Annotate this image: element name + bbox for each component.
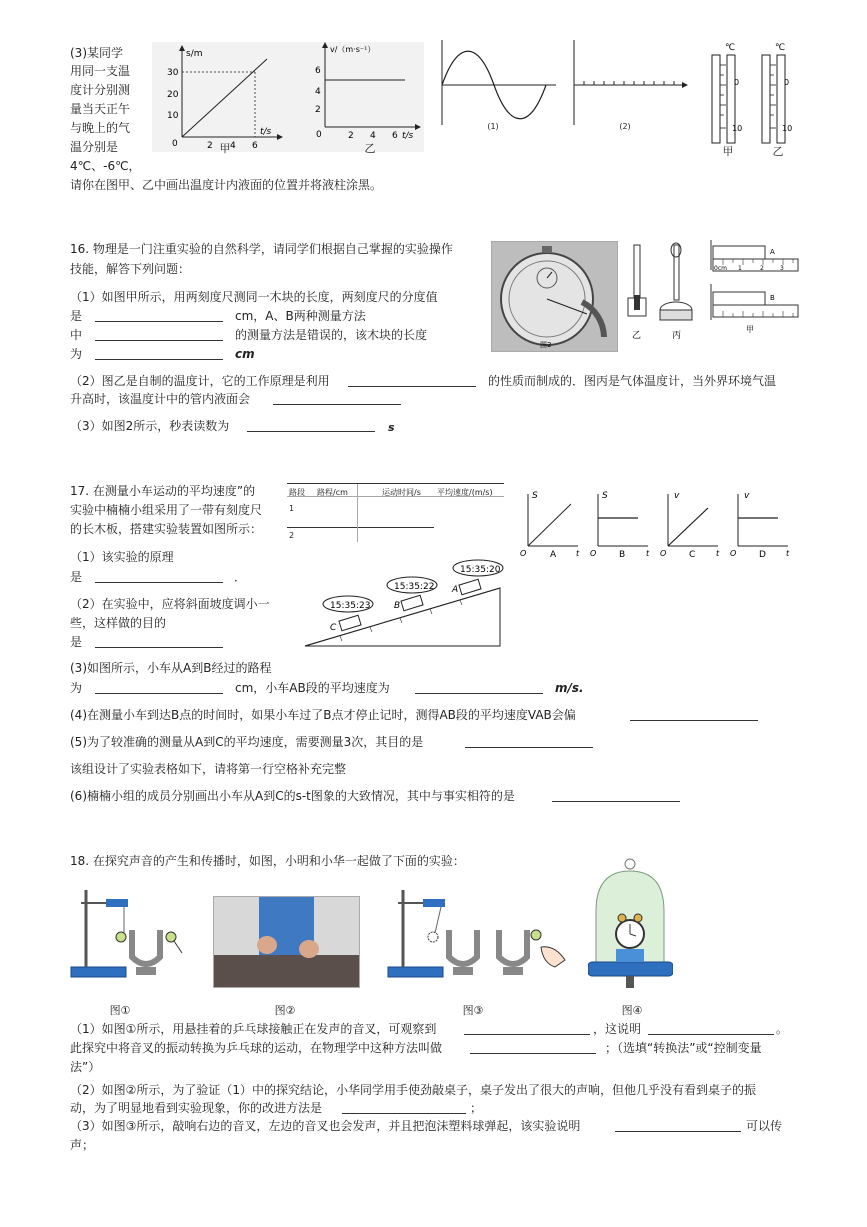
clock-b: 15:35:22	[394, 582, 435, 592]
q17-purpose3-blank[interactable]	[465, 747, 593, 748]
q16-s-unit: s	[388, 421, 395, 434]
q18-observe-blank[interactable]	[464, 1034, 590, 1035]
vt-xlabel: t/s	[402, 131, 414, 141]
ruler-tick-3: 3	[780, 265, 784, 272]
vt-ylabel: v/（m·s⁻¹）	[330, 45, 376, 54]
vt-ytick: 6	[315, 66, 321, 76]
st-graph	[152, 42, 292, 152]
st-ytick: 30	[167, 68, 179, 78]
graph-caption: B	[619, 550, 626, 560]
table-header: 运动时间/s	[382, 488, 421, 497]
vt-graph	[300, 42, 424, 152]
q16-principle-blank[interactable]	[348, 386, 476, 387]
st-xlabel: t/s	[260, 127, 272, 137]
q18-p1-l2b: ；（选填“转换法”或“控制变量	[605, 1041, 762, 1055]
q17-graph-choice-blank[interactable]	[552, 801, 680, 802]
thermo-zero: 0	[734, 78, 740, 87]
vt-xtick: 2	[348, 131, 354, 141]
st-xtick: 2	[207, 141, 213, 151]
table-row-label: 2	[289, 531, 295, 540]
q17-sub2b: 些，这样做的目的	[70, 616, 167, 630]
q18-method-blank[interactable]	[470, 1053, 596, 1054]
ruler-tick-2: 2	[760, 265, 764, 272]
q18-improvement-blank[interactable]	[342, 1113, 466, 1114]
q17-sub3b: 为	[70, 681, 83, 695]
clock-c: 15:35:23	[330, 601, 371, 611]
q16-liquid-level-blank[interactable]	[273, 404, 401, 405]
table-header: 平均速度/(m/s)	[437, 488, 493, 497]
thermo-caption: 甲	[722, 145, 734, 158]
q18-p1b: ，这说明	[593, 1022, 642, 1036]
q15-line: 用同一支温	[70, 64, 131, 78]
q17-data-table	[287, 483, 504, 544]
q16-p2-line2: 升高时，该温度计中的管内液面会	[70, 392, 251, 406]
graph-caption: C	[689, 550, 696, 560]
q15-line: 与晚上的气	[70, 121, 131, 135]
table-header: 路程/cm	[317, 488, 348, 497]
vt-xtick: 4	[370, 131, 376, 141]
graph-axis: S	[602, 491, 608, 501]
table-header: 路段	[289, 488, 305, 497]
ruler-cm: 0cm	[714, 265, 727, 272]
vt-ytick: 4	[315, 87, 321, 97]
graph-axis: t	[646, 549, 650, 558]
q18-p1-l3: 法”）	[70, 1060, 101, 1074]
q18-p2-l1: （2）如图②所示，为了验证（1）中的探究结论，小华同学用手使劲敲桌子，桌子发出了很大的声响，但他几乎没有看到桌子的振	[70, 1083, 757, 1097]
q17-sub1c: ．	[234, 570, 247, 584]
graph-axis: S	[532, 491, 538, 501]
q18-p1c: 。	[776, 1022, 789, 1036]
q17-sub4: (4)在测量小车到达B点的时间时，如果小车过了B点才停止记时，测得AB段的平均速度VAB会偏	[70, 708, 576, 722]
fig2-caption: 图②	[274, 1004, 296, 1017]
q17-table-note: 该组设计了实验表格如下，请将第一行空格补充完整	[70, 762, 347, 776]
st-graph-caption: 甲	[219, 142, 231, 155]
q15-line: 温分别是	[70, 140, 119, 154]
q16-p1-line2: cm，A、B两种测量方法	[235, 309, 366, 323]
table-row-label: 1	[289, 504, 295, 513]
yi-label: 乙	[632, 331, 642, 341]
st-xtick: 4	[230, 141, 236, 151]
q15-line: 量当天正午	[70, 102, 131, 116]
cart-b: B	[394, 601, 401, 611]
graph-origin: O	[590, 549, 597, 558]
q16-cm-unit: cm	[235, 347, 255, 361]
q16-length-blank[interactable]	[95, 359, 223, 360]
q17-sub3a: (3)如图所示，小车从A到B经过的路程	[70, 661, 272, 675]
q17-sub6: (6)楠楠小组的成员分别画出小车从A到C的s-t图象的大致情况，其中与事实相符的是	[70, 789, 515, 803]
vt-xtick: 6	[392, 131, 398, 141]
q17-title-1: 17. 在测量小车运动的平均速度”的	[70, 484, 256, 498]
thermo-unit: ℃	[725, 43, 736, 53]
graph-option-c	[660, 491, 720, 560]
q17-title-2: 实验中楠楠小组采用了一带有刻度尺	[70, 503, 263, 517]
q16-p1-zhong: 中	[70, 328, 83, 342]
q18-p1a: （1）如图①所示，用悬挂着的乒乓球接触正在发声的音叉，可观察到	[70, 1022, 437, 1036]
q17-title-3: 的长木板，搭建实验装置如图所示：	[70, 522, 263, 536]
q18-medium-blank[interactable]	[615, 1131, 741, 1132]
q18-conclusion-blank[interactable]	[648, 1034, 774, 1035]
q17-sub3c: cm，小车AB段的平均速度为	[235, 681, 390, 695]
fig1-caption: 图①	[109, 1004, 131, 1017]
q17-ms-unit: m/s.	[555, 681, 584, 695]
q16-p1-line1: （1）如图甲所示，用两刻度尺测同一木块的长度，两刻度尺的分度值	[70, 290, 438, 304]
q16-p1-shi: 是	[70, 309, 83, 323]
q18-p1-l2a: 此探究中将音叉的振动转换为乒乓球的运动，在物理学中这种方法叫做	[70, 1041, 443, 1055]
q16-p2-line1a: （2）图乙是自制的温度计，它的工作原理是利用	[70, 374, 330, 388]
bing-label: 丙	[672, 331, 682, 341]
thermo-zero: 0	[784, 78, 790, 87]
q16-p1-line3: 的测量方法是错误的，该木块的长度	[235, 328, 428, 342]
graph-origin: O	[660, 549, 667, 558]
q15-instruction: 请你在图甲、乙中画出温度计内液面的位置并将液柱涂黑。	[70, 178, 383, 192]
q16-title-cont: 技能，解答下列问题：	[70, 262, 191, 276]
q18-title: 18. 在探究声音的产生和传播时，如图，小明和小华一起做了下面的实验：	[70, 854, 465, 868]
st-origin: 0	[172, 139, 178, 149]
q15-line: 度计分别测	[70, 83, 131, 97]
vt-graph-caption: 乙	[364, 142, 376, 155]
rulers-figure	[708, 240, 800, 335]
bell-jar-figure	[588, 856, 673, 996]
graph-option-a	[520, 491, 580, 560]
q17-sub2a: （2）在实验中，应将斜面坡度调小一	[70, 597, 270, 611]
axis-caption: (2)	[619, 122, 631, 131]
q18-p2-l2a: 动，为了明显地看到实验现象，你的改进方法是	[70, 1101, 323, 1115]
vt-ytick: 2	[315, 105, 321, 115]
cart-a: A	[452, 585, 459, 595]
graph-axis: v	[674, 491, 680, 501]
clock-a: 15:35:20	[460, 565, 501, 575]
graph-caption: D	[759, 550, 766, 560]
graph-axis: t	[716, 549, 720, 558]
q16-p2-line1b: 的性质而制成的．图丙是气体温度计，当外界环境气温	[488, 374, 777, 388]
blank-axis-figure	[570, 40, 690, 135]
st-xtick: 6	[252, 141, 258, 151]
thermo-ten: 10	[782, 124, 793, 133]
graph-caption: A	[550, 550, 557, 560]
wave-caption: (1)	[487, 122, 499, 131]
thermo-ten: 10	[732, 124, 743, 133]
sine-wave-figure	[438, 40, 558, 135]
graph-origin: O	[520, 549, 527, 558]
st-ylabel: s/m	[186, 49, 203, 59]
st-ytick: 20	[167, 90, 179, 100]
cart-c: C	[330, 623, 337, 633]
fig3-caption: 图③	[462, 1004, 484, 1017]
stopwatch-photo	[491, 241, 618, 352]
vt-origin: 0	[316, 130, 322, 140]
graph-option-d	[730, 491, 790, 560]
q18-p3-l1a: （3）如图③所示，敲响右边的音叉，左边的音叉也会发声，并且把泡沫塑料球弹起，该实验说明	[70, 1119, 581, 1133]
q18-p2-l2b: ；	[470, 1101, 483, 1115]
fig4-caption: 图④	[621, 1004, 643, 1017]
graph-axis: t	[576, 549, 580, 558]
q15-line: 4℃、-6℃，	[70, 159, 141, 173]
q18-p3-l1b: 可以传	[746, 1119, 783, 1133]
graph-axis: v	[744, 491, 750, 501]
q16-p1-wei: 为	[70, 347, 83, 361]
st-ytick: 10	[167, 111, 179, 121]
table-knock-photo	[213, 896, 360, 988]
q15-line: (3)某同学	[70, 46, 123, 60]
q16-stopwatch-blank[interactable]	[247, 431, 375, 432]
q17-sub1b: 是	[70, 570, 83, 584]
thermo-caption: 乙	[772, 145, 784, 158]
graph-option-b	[590, 491, 650, 560]
thermo-unit: ℃	[775, 43, 786, 53]
ruler-a-label: A	[770, 248, 775, 256]
homemade-thermometers	[624, 240, 704, 345]
q16-p3: （3）如图2所示，秒表读数为	[70, 419, 230, 433]
q17-sub2c: 是	[70, 635, 83, 649]
q17-purpose-blank[interactable]	[95, 647, 223, 648]
q17-distance-blank[interactable]	[95, 693, 223, 694]
graph-origin: O	[730, 549, 737, 558]
q16-division-blank[interactable]	[95, 321, 223, 322]
q17-bias-blank[interactable]	[630, 720, 758, 721]
graph-axis: t	[786, 549, 790, 558]
ruler-tick-1: 1	[738, 265, 742, 272]
q16-method-blank[interactable]	[95, 340, 223, 341]
thermometers-figure	[700, 40, 810, 145]
q17-sub5: (5)为了较准确的测量从A到C的平均速度，需要测量3次，其目的是	[70, 735, 424, 749]
q16-title: 16. 物理是一门注重实验的自然科学，请同学们根据自己掌握的实验操作	[70, 242, 453, 256]
q18-p3-l2: 声；	[70, 1138, 95, 1152]
ruler-b-label: B	[770, 294, 775, 302]
tuning-fork-figure-1	[66, 885, 184, 985]
incline-figure	[300, 558, 510, 650]
q17-graph-options	[516, 486, 796, 560]
q17-speed-blank[interactable]	[415, 693, 543, 694]
rulers-caption: 甲	[746, 325, 754, 334]
q17-sub1a: （1）该实验的原理	[70, 550, 174, 564]
tuning-fork-figure-3	[383, 885, 573, 985]
stopwatch-label: 图2	[540, 341, 552, 349]
q17-principle-blank[interactable]	[95, 582, 223, 583]
